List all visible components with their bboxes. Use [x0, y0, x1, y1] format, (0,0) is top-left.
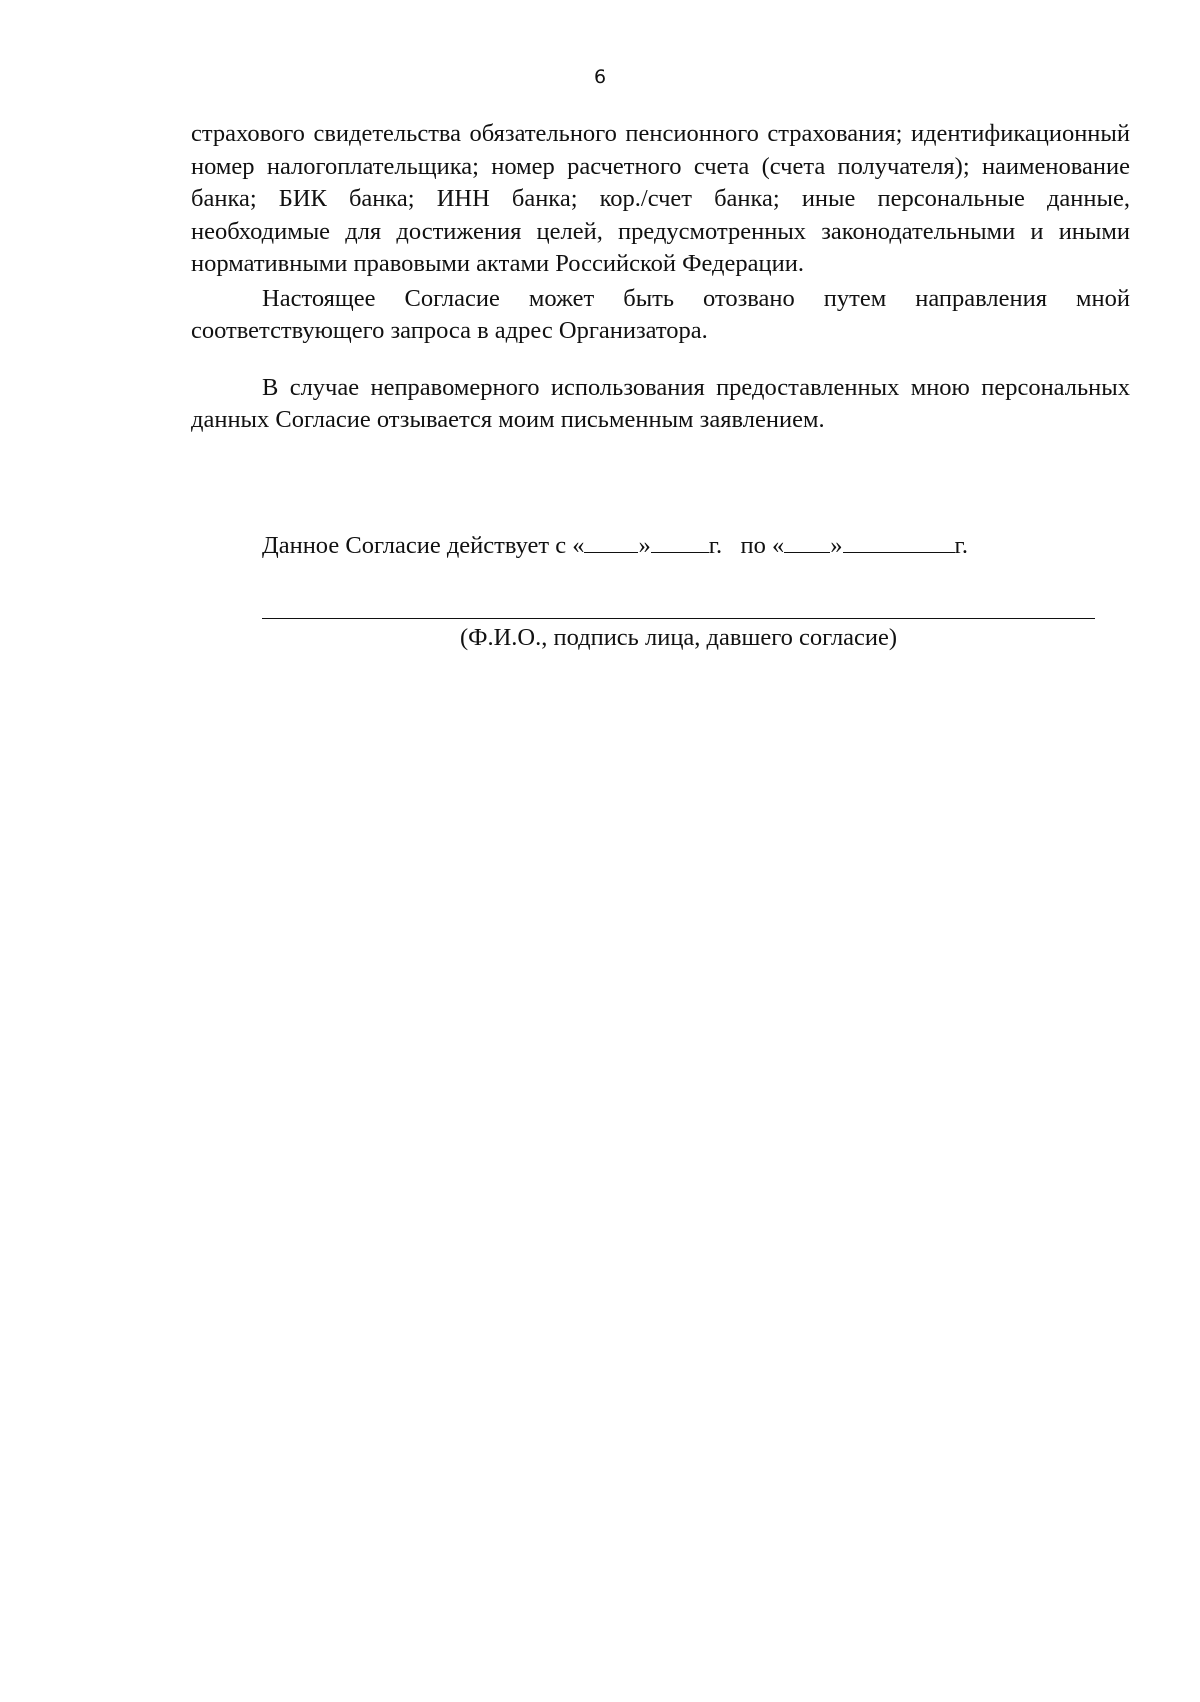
- paragraph-continuation: страхового свидетельства обязательного пенсионного страхования; идентификационный номер налогоплательщика; номер расчетного счета (счета получателя); наименование банка; БИК банка; ИНН банка; кор./счет банка; иные персональные данные, необходимые для достижения целей, предусмотренных законодательными и иными нормативными правовыми актами Российской Федерации.: [191, 120, 1130, 277]
- start-month-year-blank[interactable]: [651, 530, 709, 553]
- signature-caption: (Ф.И.О., подпись лица, давшего согласие): [459, 624, 898, 651]
- end-month-year-blank[interactable]: [843, 530, 955, 553]
- document-body: [191, 118, 1130, 437]
- close-quote-start: »: [638, 532, 651, 559]
- close-quote-end: »: [830, 532, 843, 559]
- signature-line[interactable]: [262, 618, 1095, 619]
- paragraph-revocation: Настоящее Согласие может быть отозвано путем направления мной соответствующего запроса в адрес Организатора.: [191, 284, 1130, 344]
- page-number: 6: [593, 66, 607, 88]
- start-day-blank[interactable]: [584, 530, 638, 553]
- start-year-suffix: г.: [708, 532, 723, 559]
- end-day-blank[interactable]: [784, 530, 830, 553]
- validity-prefix: Данное Согласие действует с «: [262, 532, 585, 559]
- end-year-suffix: г.: [954, 532, 968, 559]
- validity-to-word: по «: [740, 532, 785, 559]
- paragraph-misuse: В случае неправомерного использования предоставленных мною персональных данных Согласие отзывается моим письменным заявлением.: [191, 373, 1130, 433]
- validity-line: [262, 530, 968, 562]
